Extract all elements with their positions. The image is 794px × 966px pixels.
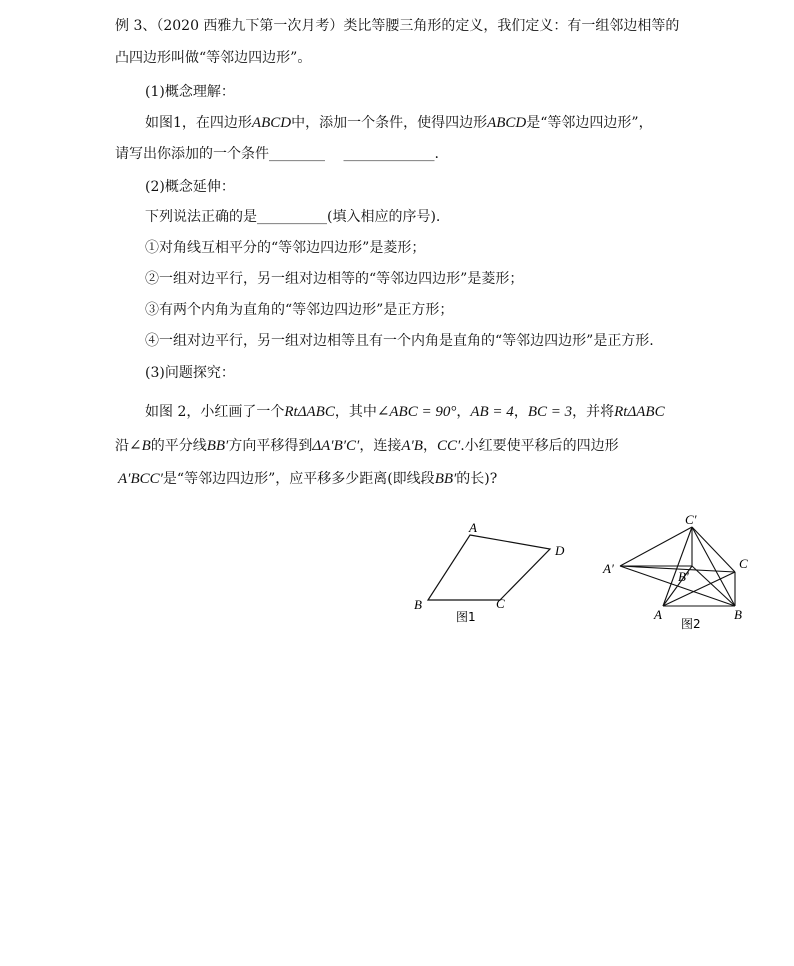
text-fragment: ， [456,404,471,420]
answer-blank-line: 请写出你添加的一个条件________ _____________. [115,146,439,162]
math-bc: BC = 3 [527,404,573,420]
text-fragment: 中，添加一个条件，使得四边形 [291,115,488,131]
part1-heading-text: (1)概念理解： [145,84,235,100]
part2-heading-text: (2)概念延伸： [145,179,235,195]
segment-cpb [692,527,735,606]
text-fragment: ， [513,404,528,420]
text-fragment: ，其中 [334,404,377,420]
statement-1 [145,238,425,258]
label-a: A [469,520,477,535]
part3-heading-text: (3)问题探究： [145,365,235,381]
figure-2-caption: 图2 [681,617,701,631]
text-fragment: ，连接 [359,438,402,454]
text-fragment: 方向平移得到 [228,438,313,454]
text-fragment: 如图 2，小红画了一个 [145,404,285,420]
label-c-prime: C′ [685,512,697,527]
label-b: B [414,597,422,612]
part1-line-1 [145,113,653,133]
figure-1-quadrilateral [400,515,580,635]
quadrilateral-abcd [428,535,550,600]
text-fragment: ，并将 [572,404,615,420]
math-bb-prime: BB′ [434,471,457,487]
label-b: B [734,607,742,622]
label-c: C [496,596,505,611]
problem-intro-text-2: 凸四边形叫做“等邻边四边形”。 [115,50,312,66]
text-fragment: 是“等邻边四边形”， [526,115,653,131]
label-a: A [654,607,662,622]
math-abcd: ABCD [487,115,527,131]
figure-2-translation [595,510,765,635]
part3-line-1 [145,402,665,422]
math-rt-triangle: RtΔABC [614,404,665,420]
math-cc-prime: CC′ [436,438,461,454]
problem-line-1 [115,16,679,36]
statement-4 [145,331,654,351]
part2-prompt-text: 下列说法正确的是__________(填入相应的序号). [145,209,441,225]
math-abcd: ABCD [251,115,292,131]
text-fragment: 沿 [115,438,129,454]
text-fragment: .小红要使平移后的四边形 [460,438,619,454]
math-translated-triangle: ΔA′B′C′ [312,438,360,454]
label-d: D [555,543,565,558]
label-b-prime: B′ [678,569,689,584]
part1-line-2 [115,144,439,164]
math-angle-b: ∠B [129,438,151,454]
segment-cpap [620,527,692,566]
text-fragment: ， [422,438,437,454]
statement-text: ①对角线互相平分的“等邻边四边形”是菱形； [145,240,426,256]
text-fragment: 的平分线 [150,438,207,454]
statement-text: ④一组对边平行，另一组对边相等且有一个内角是直角的“等邻边四边形”是正方形. [145,333,654,349]
statement-text: ②一组对边平行，另一组对边相等的“等邻边四边形”是菱形； [145,271,524,287]
math-a-prime-b: A′B [401,438,423,454]
statement-2 [145,269,523,289]
problem-line-2 [115,48,311,68]
statement-text: ③有两个内角为直角的“等邻边四边形”是正方形； [145,302,454,318]
part2-prompt [145,207,440,227]
math-ab: AB = 4 [470,404,514,420]
part1-heading [145,82,235,102]
part3-heading [145,363,235,383]
part2-heading [145,177,235,197]
math-angle-abc: ∠ABC = 90° [376,404,457,420]
math-quadrilateral: A′BCC′ [118,471,163,487]
text-fragment: 的长)? [456,471,498,487]
figure-1-caption: 图1 [456,610,476,624]
segment-ccp [692,527,735,572]
label-c: C [739,556,748,571]
part3-line-2 [115,436,619,456]
statement-3 [145,300,453,320]
label-a-prime: A′ [603,561,614,576]
text-fragment: 是“等邻边四边形”，应平移多少距离(即线段 [162,471,435,487]
problem-intro-text: 例 3、（2020 西雅九下第一次月考）类比等腰三角形的定义，我们定义：有一组邻边相等的 [115,18,680,34]
text-fragment: 如图1，在四边形 [145,115,252,131]
part3-line-3 [118,469,497,489]
math-rt-triangle: RtΔABC [284,404,335,420]
math-bb-prime: BB′ [206,438,229,454]
